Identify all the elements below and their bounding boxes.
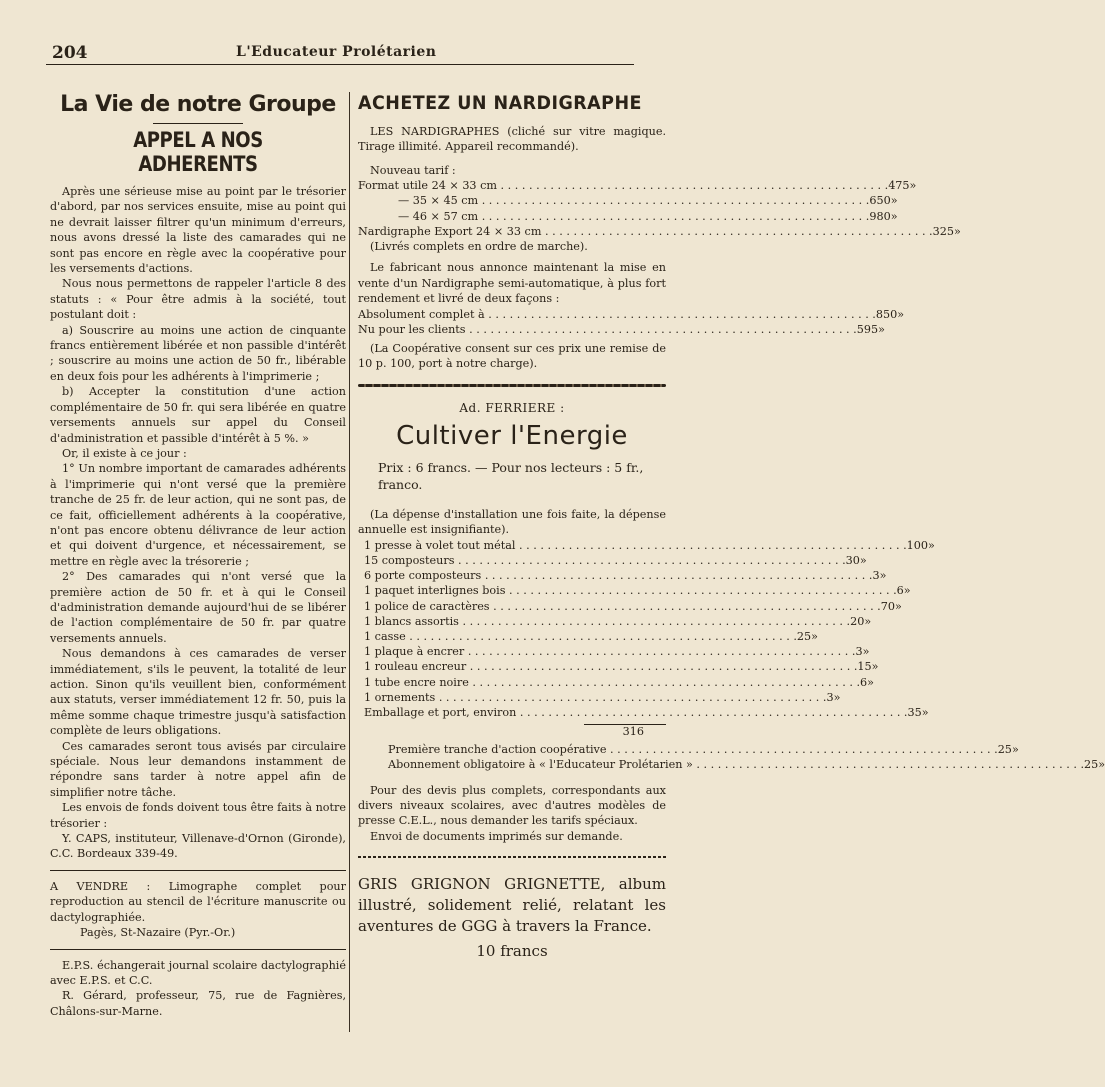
paragraph: Les envois de fonds doivent tous être faits à notre trésorier : <box>50 801 346 830</box>
paragraph: Nous demandons à ces camarades de verser immédiatement, s'ils le peuvent, la totalité de leur action. Sinon qu'ils veuillent bien, conformément aux statuts, verser immédiatement 12 fr. 50, puis la même somme chaque trimestre jusqu'à satisfaction complète de leurs obligations. <box>50 647 346 738</box>
page-number: 204 <box>52 43 88 63</box>
price-row: 1 police de caractères . . . 70 » <box>358 599 666 614</box>
paragraph: a) Souscrire au moins une action de cinquante francs entièrement libérée et non passible d'intérêt ; souscrire au moins une action de 50 fr., libérable en deux fois pour les adhérents à l'imprimerie ; <box>50 323 346 383</box>
for-sale-ad: A VENDRE : Limographe complet pour reproduction au stencil de l'écriture manuscrite ou dactylographiée. <box>50 879 346 924</box>
price-row: 1 rouleau encreur . . . 15 » <box>358 659 666 674</box>
title-rule <box>153 123 243 124</box>
equipment-list <box>358 538 935 720</box>
nardigraphe-intro: LES NARDIGRAPHES (cliché sur vitre magique. Tirage illimité. Appareil recommandé). <box>358 125 666 154</box>
price-row: 1 casse . . . 25 » <box>358 629 666 644</box>
exchange-contact: R. Gérard, professeur, 75, rue de Fagnières, Châlons-sur-Marne. <box>50 989 346 1018</box>
divider <box>50 870 346 871</box>
dashed-rule <box>358 856 666 858</box>
album-price: 10 francs <box>476 942 548 961</box>
treasurer-address: Y. CAPS, instituteur, Villenave-d'Ornon (Gironde), C.C. Bordeaux 339-49. <box>50 832 346 861</box>
price-row: 15 composteurs . . . 30 » <box>358 553 666 568</box>
price-row: 1 ornements . . . 3 » <box>358 690 666 705</box>
paragraph: Ces camarades seront tous avisés par circulaire spéciale. Nous leur demandons instamment de répondre sans tarder à notre appel afin de simplifier notre tâche. <box>50 739 346 799</box>
exchange-ad: E.P.S. échangerait journal scolaire dactylographié avec E.P.S. et C.C. <box>50 958 346 987</box>
equipment-total: 316 <box>584 724 666 738</box>
paragraph: Après une sérieuse mise au point par le trésorier d'abord, par nos services ensuite, mise au point qui ne devrait laisser filtrer qu'un minimum d'erreurs, nous avons dressé la liste des camarades qui ne sont pas encore en règle avec la coopérative pour les versements d'actions. <box>50 185 346 276</box>
price-row: — 46 × 57 cm . . . 980 » <box>358 209 666 224</box>
journal-title: L'Educateur Prolétarien <box>236 44 437 60</box>
price-row: 1 presse à volet tout métal . . . 100 » <box>358 538 666 553</box>
price-row: 1 plaque à encrer . . . 3 » <box>358 644 666 659</box>
install-note: (La dépense d'installation une fois faite, la dépense annuelle est insignifiante). <box>358 507 666 537</box>
page-header <box>46 40 634 65</box>
paragraph: Or, il existe à ce jour : <box>62 446 187 460</box>
paragraph: b) Accepter la constitution d'une action complémentaire de 50 fr. qui sera libérée en quatre versements annuels sur appel du Conseil d'administration et passible d'intérêt à 5 %. » <box>50 385 346 445</box>
book-price: Prix : 6 francs. — Pour nos lecteurs : 5 fr., franco. <box>378 459 644 492</box>
ornamental-rule <box>358 384 666 387</box>
paragraph: 2° Des camarades qui n'ont versé que la première action de 50 fr. et à qui le Conseil d'administration demande aujourd'hui de se libérer de l'action complémentaire de 50 fr. par quatre versements annuels. <box>50 570 346 645</box>
price-row: Emballage et port, environ . . . 35 » <box>358 705 666 720</box>
nardigraphe-heading: ACHETEZ UN NARDIGRAPHE <box>358 92 642 114</box>
price-row: — 35 × 45 cm . . . 650 » <box>358 193 666 208</box>
price-row: Nu pour les clients . . . 595 » <box>358 322 666 337</box>
tarif-label: Nouveau tarif : <box>370 163 456 177</box>
tarif-note: (Livrés complets en ordre de marche). <box>370 240 588 254</box>
price-row: Abonnement obligatoire à « l'Educateur Prolétarien » . . . 25 » <box>388 757 666 772</box>
left-column <box>50 92 346 1019</box>
paragraph: 1° Un nombre important de camarades adhérents à l'imprimerie qui n'ont versé que la première tranche de 25 fr. de leur action, qui ne sont pas, de ce fait, officiellement adhérents à la coopérative, n'ont pas encore obtenu délivrance de leur action et qui doivent d'urgence, et nécessairement, se mettre en règle avec la trésorerie ; <box>50 462 346 568</box>
envoi-note: Envoi de documents imprimés sur demande. <box>370 829 623 843</box>
extras-list <box>358 742 1105 772</box>
book-author: Ad. FERRIERE : <box>459 400 565 415</box>
price-row: 1 blancs assortis . . . 20 » <box>358 614 666 629</box>
price-row: 1 paquet interlignes bois . . . 6 » <box>358 583 666 598</box>
section-title: La Vie de notre Groupe <box>60 92 336 117</box>
for-sale-contact: Pagès, St-Nazaire (Pyr.-Or.) <box>80 926 236 940</box>
album-ad: GRIS GRIGNON GRIGNETTE, album illustré, solidement relié, relatant les aventures de GGG à travers la France. <box>358 875 666 936</box>
price-row: Première tranche d'action coopérative . . . 25 » <box>388 742 666 757</box>
price-row: 6 porte composteurs . . . 3 » <box>358 568 666 583</box>
price-row: 1 tube encre noire . . . 6 » <box>358 675 666 690</box>
price-row: Nardigraphe Export 24 × 33 cm . . . 325 » <box>358 224 666 239</box>
coop-discount-note: (La Coopérative consent sur ces prix une remise de 10 p. 100, port à notre charge). <box>358 342 666 371</box>
semi-auto-text: Le fabricant nous annonce maintenant la mise en vente d'un Nardigraphe semi-automatique, à plus fort rendement et livré de deux façons : <box>358 261 666 306</box>
paragraph: Nous nous permettons de rappeler l'article 8 des statuts : « Pour être admis à la société, tout postulant doit : <box>50 277 346 322</box>
divider <box>50 949 346 950</box>
book-title: Cultiver l'Energie <box>396 420 628 451</box>
price-row: Format utile 24 × 33 cm . . . 475 » <box>358 178 666 193</box>
right-column <box>358 92 1105 962</box>
devis-note: Pour des devis plus complets, correspondants aux divers niveaux scolaires, avec d'autres modèles de presse C.E.L., nous demander les tarifs spéciaux. <box>358 783 666 828</box>
column-divider <box>349 92 350 1032</box>
price-row: Absolument complet à . . . 850 » <box>358 307 666 322</box>
appeal-heading: APPEL A NOS ADHERENTS <box>133 128 263 176</box>
